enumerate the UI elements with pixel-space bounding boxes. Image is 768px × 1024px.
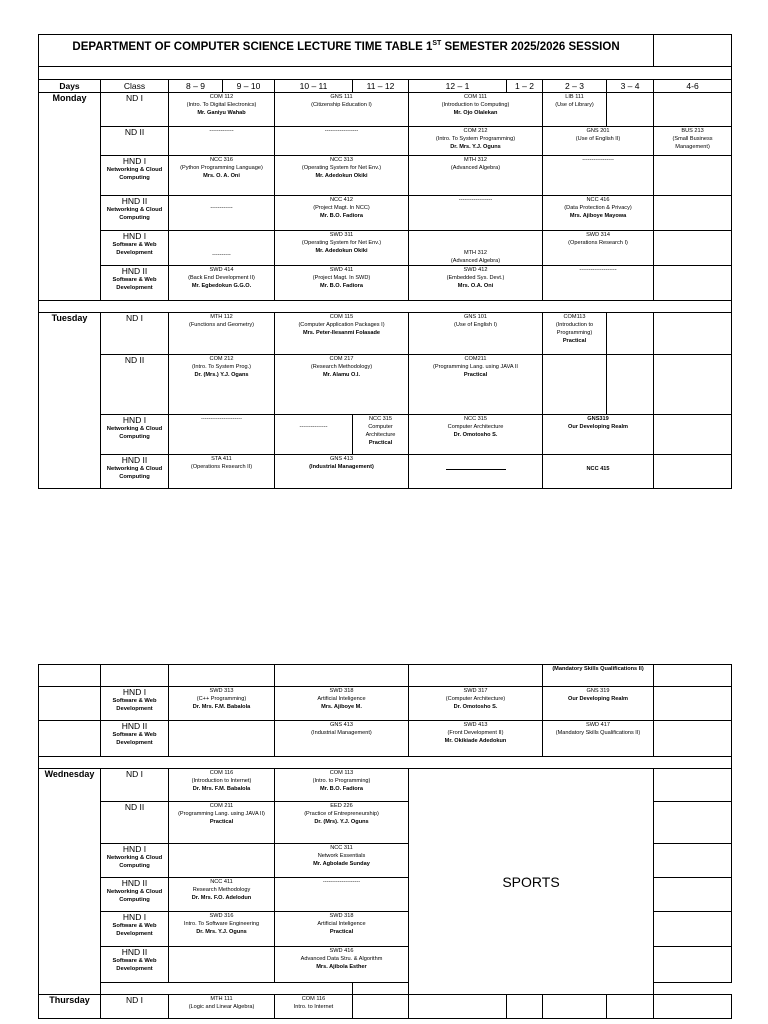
empty-cell (654, 687, 732, 721)
timetable-page-1 (38, 34, 731, 489)
class-cell: HND II Networking & Cloud Computing (101, 196, 169, 231)
class-cell: ND II (101, 355, 169, 415)
empty-cell (654, 266, 732, 301)
col-header-4-6: 4-6 (654, 80, 732, 93)
empty-cell (353, 995, 409, 1019)
dash-cell: ------------------ (409, 196, 543, 231)
class-cell: ND II (101, 127, 169, 156)
empty-cell (39, 687, 101, 721)
course-cell: GNS 101 (Use of English I) (409, 313, 543, 355)
course-cell: LIB 111 (Use of Library) (543, 93, 607, 127)
empty-cell (654, 665, 732, 687)
empty-cell (654, 947, 732, 983)
timetable-title: DEPARTMENT OF COMPUTER SCIENCE LECTURE TIME TABLE 1ST SEMESTER 2025/2026 SESSION (39, 35, 654, 67)
empty-cell (607, 995, 654, 1019)
tuesday-nd2-row (39, 355, 732, 415)
course-cell: NCC 311 Network Essentials Mr. Agbolade Sunday (275, 844, 409, 878)
course-cell: NCC 416 (Data Protection & Privacy) Mrs. Ajiboye Mayowa (543, 196, 654, 231)
empty-cell (654, 995, 732, 1019)
day-tuesday: Tuesday (39, 313, 101, 489)
monday-hnd2-swd-row (39, 266, 732, 301)
sports-block: SPORTS (409, 769, 654, 995)
spacer-row (39, 757, 732, 769)
empty-cell (409, 665, 543, 687)
dash-cell: --------------- (275, 415, 353, 455)
col-header-8-9: 8 – 9 (169, 80, 223, 93)
course-cell: COM 115 (Computer Application Packages I) Mrs. Peter-Ilesanmi Folasade (275, 313, 409, 355)
column-header-row (39, 80, 732, 93)
empty-cell (654, 912, 732, 947)
empty-cell (169, 947, 275, 983)
class-cell: HND I Networking & Cloud Computing (101, 156, 169, 196)
empty-cell (607, 313, 654, 355)
course-cell: COM 211 (Programming Lang. using JAVA II) Practical (169, 802, 275, 844)
course-cell: EED 226 (Practice of Entrepreneurship) Dr. (Mrs). Y.J. Oguns (275, 802, 409, 844)
course-cell: GNS 319 Our Developing Realm (543, 687, 654, 721)
class-cell: ND I (101, 93, 169, 127)
day-thursday: Thursday (39, 995, 101, 1019)
course-cell: COM 113 (Intro. to Programming) Mr. B.O. Fadiora (275, 769, 409, 802)
course-cell: NCC 315 Computer Architecture Dr. Omotosho S. (409, 415, 543, 455)
empty-cell (543, 355, 607, 415)
dash-cell: ----------------- (543, 156, 654, 196)
blank-line-cell (409, 455, 543, 489)
empty-cell (169, 844, 275, 878)
empty-cell (654, 355, 732, 415)
course-cell: SWD 417 (Mandatory Skills Qualifications II) (543, 721, 654, 757)
course-cell: (Mandatory Skills Qualifications II) (543, 665, 654, 687)
tuesday-hnd1-ncc-row (39, 415, 732, 455)
monday-hnd1-swd-row (39, 231, 732, 266)
empty-cell (543, 995, 607, 1019)
course-cell: COM113 (Introduction to Programming) Practical (543, 313, 607, 355)
course-cell: BUS 213 (Small Business Management) (654, 127, 732, 156)
dash-cell: -------------------- (543, 266, 654, 301)
empty-cell (654, 35, 732, 67)
col-header-11-12: 11 – 12 (353, 80, 409, 93)
empty-cell (654, 231, 732, 266)
monday-hnd1-ncc-row (39, 156, 732, 196)
course-cell: NCC 313 (Operating System for Net Env.) Mr. Adedokun Okiki (275, 156, 409, 196)
course-cell: GNS 413 (Industrial Management) (275, 455, 409, 489)
col-header-12-1: 12 – 1 (409, 80, 507, 93)
col-header-9-10: 9 – 10 (223, 80, 275, 93)
empty-cell (654, 93, 732, 127)
empty-cell (654, 844, 732, 878)
course-cell: NCC 315 Computer Architecture Practical (353, 415, 409, 455)
empty-cell (169, 665, 275, 687)
empty-cell (507, 995, 543, 1019)
course-cell: COM 112 (Intro. To Digital Electronics) Mr. Ganiyu Wahab (169, 93, 275, 127)
monday-nd1-row (39, 93, 732, 127)
course-cell: NCC 412 (Project Magt. In NCC) Mr. B.O. Fadiora (275, 196, 409, 231)
course-cell: MTH 112 (Functions and Geometry) (169, 313, 275, 355)
monday-nd2-row (39, 127, 732, 156)
course-cell: COM211 (Programming Lang. using JAVA II Practical (409, 355, 543, 415)
course-cell: SWD 414 (Back End Development II) Mr. Egbedokun G.G.O. (169, 266, 275, 301)
empty-cell (101, 983, 353, 995)
dash-cell: -------------------- (275, 878, 409, 912)
empty-cell (654, 455, 732, 489)
course-cell: GNS 413 (Industrial Management) (275, 721, 409, 757)
empty-cell (409, 995, 507, 1019)
class-cell: HND II Networking & Cloud Computing (101, 455, 169, 489)
class-cell: HND II Software & Web Development (101, 721, 169, 757)
empty-cell (607, 93, 654, 127)
empty-cell (275, 665, 409, 687)
course-cell: SWD 316 Intro. To Software Engineering Dr. Mrs. Y.J. Oguns (169, 912, 275, 947)
course-cell: SWD 311 (Operating System for Net Env.) Mr. Adedokun Okiki (275, 231, 409, 266)
empty-cell (39, 721, 101, 757)
course-cell: COM 217 (Research Methodology) Mr. Alamu O.I. (275, 355, 409, 415)
course-cell: SWD 318 Artificial Inteligence Mrs. Ajiboye M. (275, 687, 409, 721)
course-cell: NCC 316 (Python Programming Language) Mrs. O. A. Oni (169, 156, 275, 196)
course-cell: STA 411 (Operations Research II) (169, 455, 275, 489)
timetable-table-1 (38, 34, 732, 489)
course-cell: COM 116 Intro. to Internet (275, 995, 353, 1019)
course-cell: SWD 313 (C++ Programming) Dr. Mrs. F.M. Babalola (169, 687, 275, 721)
course-cell: MTH 111 (Logic and Linear Algebra) (169, 995, 275, 1019)
empty-cell (654, 196, 732, 231)
empty-cell (169, 721, 275, 757)
course-cell: COM 116 (Introduction to Internet) Dr. Mrs. F.M. Babalola (169, 769, 275, 802)
course-cell: COM 212 (Intro. To System Programming) Dr. Mrs. Y.J. Oguns (409, 127, 543, 156)
class-cell: HND I Software & Web Development (101, 687, 169, 721)
course-cell: SWD 318 Artificial Inteligence Practical (275, 912, 409, 947)
course-cell: SWD 411 (Project Magt. In SWD) Mr. B.O. Fadiora (275, 266, 409, 301)
class-cell: HND I Software & Web Development (101, 231, 169, 266)
course-cell: MTH 312 (Advanced Algebra) (409, 231, 543, 266)
col-header-10-11: 10 – 11 (275, 80, 353, 93)
dash-cell: ------------ (169, 196, 275, 231)
dash-cell: ------------------ (275, 127, 409, 156)
page2-hnd2-swd-row (39, 721, 732, 757)
empty-cell (654, 769, 732, 802)
dash-cell: ---------------------- (169, 415, 275, 455)
class-cell: ND I (101, 995, 169, 1019)
tuesday-nd1-row (39, 313, 732, 355)
class-cell: ND II (101, 802, 169, 844)
course-cell: SWD 416 Advanced Data Stru. & Algorithm Mrs. Ajibola Esther (275, 947, 409, 983)
timetable-page-2 (38, 664, 731, 1019)
class-cell: ND I (101, 769, 169, 802)
course-cell: SWD 412 (Embedded Sys. Devt.) Mrs. O.A. Oni (409, 266, 543, 301)
spacer-row (39, 301, 732, 313)
course-cell: NCC 411 Research Methodology Dr. Mrs. F.O. Adelodun (169, 878, 275, 912)
monday-hnd2-ncc-row (39, 196, 732, 231)
class-cell: ND I (101, 313, 169, 355)
empty-cell (101, 665, 169, 687)
col-header-2-3: 2 – 3 (543, 80, 607, 93)
empty-cell (654, 156, 732, 196)
course-cell: GNS 111 (Citizenship Education I) (275, 93, 409, 127)
tuesday-hnd2-ncc-row (39, 455, 732, 489)
col-header-1-2: 1 – 2 (507, 80, 543, 93)
course-cell: MTH 312 (Advanced Algebra) (409, 156, 543, 196)
class-cell: HND I Networking & Cloud Computing (101, 844, 169, 878)
col-header-days: Days (39, 80, 101, 93)
course-cell: NCC 415 (543, 455, 654, 489)
col-header-class: Class (101, 80, 169, 93)
class-cell: HND I Software & Web Development (101, 912, 169, 947)
empty-cell (654, 878, 732, 912)
course-cell: GNS319 Our Developing Realm (543, 415, 654, 455)
spacer-row (39, 67, 732, 80)
page2-hnd1-swd-row (39, 687, 732, 721)
course-cell: COM 111 (Introduction to Computing) Mr. Ojo Olalekan (409, 93, 543, 127)
timetable-table-2 (38, 664, 732, 1019)
col-header-3-4: 3 – 4 (607, 80, 654, 93)
empty-cell (654, 415, 732, 455)
class-cell: HND II Software & Web Development (101, 266, 169, 301)
day-wednesday: Wednesday (39, 769, 101, 995)
class-cell: HND II Software & Web Development (101, 947, 169, 983)
empty-cell (654, 721, 732, 757)
thursday-nd1-row (39, 995, 732, 1019)
empty-cell (654, 313, 732, 355)
empty-cell (607, 355, 654, 415)
course-cell: SWD 314 (Operations Research I) (543, 231, 654, 266)
empty-cell (654, 802, 732, 844)
class-cell: HND I Networking & Cloud Computing (101, 415, 169, 455)
course-cell: COM 212 (Intro. To System Prog.) Dr. (Mrs.) Y.J. Ogans (169, 355, 275, 415)
dash-cell: ------------- (169, 127, 275, 156)
carry-over-row (39, 665, 732, 687)
empty-cell (39, 665, 101, 687)
empty-cell (353, 983, 409, 995)
wednesday-nd1-row (39, 769, 732, 802)
course-cell: SWD 413 (Front Development II) Mr. Okikiade Adedokun (409, 721, 543, 757)
dash-cell: ---------- (169, 231, 275, 266)
course-cell: GNS 201 (Use of English II) (543, 127, 654, 156)
day-monday: Monday (39, 93, 101, 301)
course-cell: SWD 317 (Computer Architecture) Dr. Omotosho S. (409, 687, 543, 721)
class-cell: HND II Networking & Cloud Computing (101, 878, 169, 912)
